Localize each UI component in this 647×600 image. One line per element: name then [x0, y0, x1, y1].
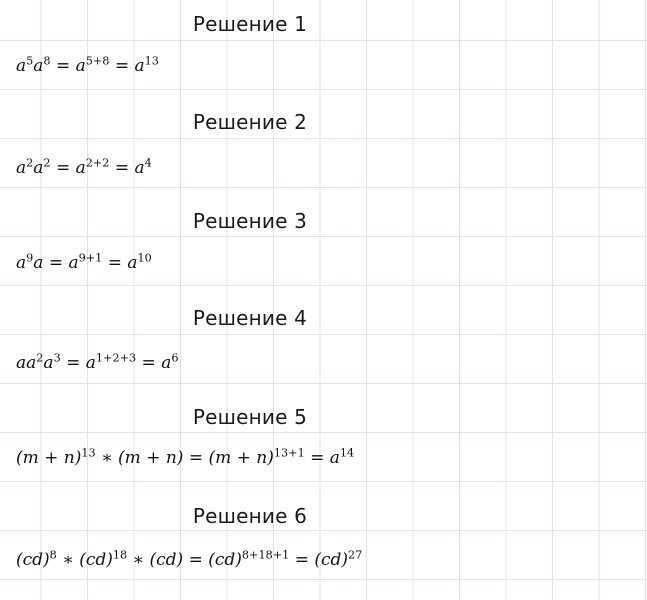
formula-exponent: 5	[26, 54, 34, 68]
formula-exponent: 8	[49, 548, 57, 562]
solution-formula-6	[16, 550, 362, 570]
formula-equals: =	[188, 550, 203, 570]
solution-heading-1: Решение 1	[192, 12, 308, 36]
formula-exponent: 10	[137, 251, 152, 265]
formula-exponent: 6	[171, 351, 179, 365]
formula-term: (m + n)	[118, 448, 184, 468]
formula-exponent: 14	[339, 446, 355, 460]
formula-term: a	[33, 158, 44, 178]
formula-exponent: 9+1	[78, 251, 103, 265]
formula-exponent: 5+8	[85, 54, 110, 68]
formula-term: a	[161, 353, 172, 373]
formula-term: (cd)	[149, 550, 184, 570]
formula-equals: =	[55, 158, 71, 178]
formula-term: a	[33, 253, 44, 273]
formula-equals: =	[48, 253, 64, 273]
solution-heading-6: Решение 6	[192, 504, 308, 528]
formula-term: (cd)	[79, 550, 113, 570]
formula-term: (cd)	[208, 550, 242, 570]
formula-term: a	[75, 56, 86, 76]
formula-exponent: 2	[26, 156, 34, 170]
formula-term: a	[33, 56, 44, 76]
formula-exponent: 8+18+1	[241, 548, 290, 562]
formula-equals: =	[188, 448, 204, 468]
formula-equals: =	[310, 448, 325, 468]
solution-heading-3: Решение 3	[192, 209, 308, 233]
solution-formula-3	[16, 253, 152, 273]
formula-equals: =	[114, 56, 130, 76]
formula-term: a	[16, 253, 27, 273]
solution-formula-4	[16, 353, 178, 373]
formula-term: (m + n)	[208, 448, 274, 468]
solution-heading-4: Решение 4	[192, 306, 308, 330]
formula-term: a	[85, 353, 96, 373]
formula-exponent: 13	[81, 446, 96, 460]
solution-formula-1	[16, 56, 159, 76]
formula-term: (cd)	[16, 550, 50, 570]
solution-formula-5	[16, 448, 354, 468]
solution-heading-5: Решение 5	[192, 405, 308, 429]
formula-asterisk: ∗	[132, 550, 145, 570]
formula-term: a	[43, 353, 54, 373]
formula-exponent: 3	[53, 351, 61, 365]
formula-asterisk: ∗	[62, 550, 74, 570]
formula-term: a	[16, 56, 27, 76]
formula-term: a	[26, 353, 37, 373]
formula-exponent: 2	[36, 351, 44, 365]
formula-term: a	[75, 158, 86, 178]
formula-exponent: 27	[348, 548, 363, 562]
formula-term: a	[16, 158, 27, 178]
formula-exponent: 2	[43, 156, 51, 170]
formula-equals: =	[107, 253, 122, 273]
formula-exponent: 13+1	[273, 446, 305, 460]
formula-equals: =	[141, 353, 156, 373]
formula-exponent: 9	[26, 251, 34, 265]
formula-term: a	[16, 353, 27, 373]
formula-term: a	[134, 158, 145, 178]
formula-term: a	[134, 56, 145, 76]
formula-equals: =	[55, 56, 71, 76]
formula-exponent: 13	[144, 54, 159, 68]
formula-exponent: 1+2+3	[95, 351, 137, 365]
formula-term: (cd)	[314, 550, 349, 570]
formula-exponent: 8	[43, 54, 51, 68]
solution-heading-2: Решение 2	[192, 110, 308, 134]
formula-equals: =	[66, 353, 81, 373]
formula-asterisk: ∗	[101, 448, 113, 468]
formula-exponent: 4	[144, 156, 152, 170]
formula-exponent: 2+2	[85, 156, 110, 170]
solution-formula-2	[16, 158, 152, 178]
formula-equals: =	[294, 550, 309, 570]
formula-equals: =	[114, 158, 130, 178]
formula-term: a	[68, 253, 79, 273]
formula-term: (m + n)	[16, 448, 82, 468]
formula-term: a	[329, 448, 340, 468]
formula-term: a	[127, 253, 138, 273]
formula-exponent: 18	[112, 548, 128, 562]
